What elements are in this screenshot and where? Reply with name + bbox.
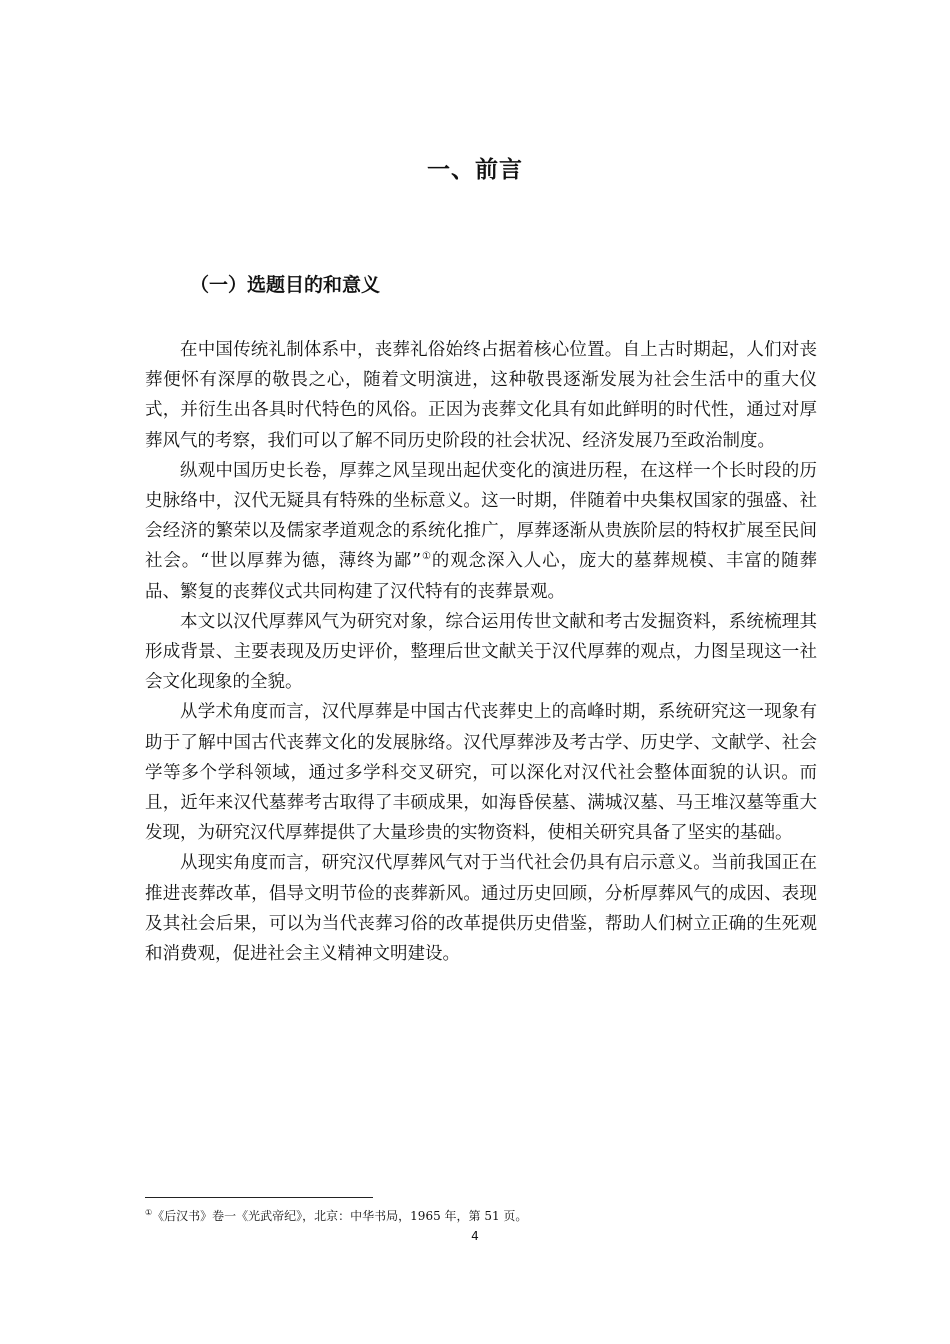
- footnote-separator: [145, 1197, 373, 1198]
- paragraph-5: 从现实角度而言，研究汉代厚葬风气对于当代社会仍具有启示意义。当前我国正在推进丧葬改革，倡导文明节俭的丧葬新风。通过历史回顾，分析厚葬风气的成因、表现及其社会后果，可以为当代丧葬习俗的改革提供历史借鉴，帮助人们树立正确的生死观和消费观，促进社会主义精神文明建设。: [145, 853, 817, 965]
- footnote-text: 《后汉书》卷一《光武帝纪》，北京：中华书局，1965 年，第 51 页。: [152, 1209, 528, 1223]
- paragraph-3: 本文以汉代厚葬风气为研究对象，综合运用传世文献和考古发掘资料，系统梳理其形成背景、主要表现及历史评价，整理后世文献关于汉代厚葬的观点，力图呈现这一社会文化现象的全貌。: [145, 611, 817, 693]
- footnote-reference[interactable]: ①: [421, 551, 432, 563]
- footnote: [145, 1207, 825, 1225]
- body-text: [145, 335, 817, 969]
- paragraph-2: [145, 456, 817, 607]
- paragraph-4: 从学术角度而言，汉代厚葬是中国古代丧葬史上的高峰时期，系统研究这一现象有助于了解中国古代丧葬文化的发展脉络。汉代厚葬涉及考古学、历史学、文献学、社会学等多个学科领域，通过多学科交叉研究，可以深化对汉代社会整体面貌的认识。而且，近年来汉代墓葬考古取得了丰硕成果，如海昏侯墓、满城汉墓、马王堆汉墓等重大发现，为研究汉代厚葬提供了大量珍贵的实物资料，使相关研究具备了坚实的基础。: [145, 702, 817, 844]
- paragraph-2-text-before: 纵观中国历史长卷，厚葬之风呈现出起伏变化的演进历程，在这样一个长时段的历史脉络中，汉代无疑具有特殊的坐标意义。这一时期，伴随着中央集权国家的强盛、社会经济的繁荣以及儒家孝道观念的系统化推广，厚葬逐渐从贵族阶层的特权扩展至民间社会。“世以厚葬为德，薄终为鄙”: [145, 460, 817, 572]
- paragraph-1: 在中国传统礼制体系中，丧葬礼俗始终占据着核心位置。自上古时期起，人们对丧葬便怀有深厚的敬畏之心，随着文明演进，这种敬畏逐渐发展为社会生活中的重大仪式，并衍生出各具时代特色的风俗。正因为丧葬文化具有如此鲜明的时代性，通过对厚葬风气的考察，我们可以了解不同历史阶段的社会状况、经济发展乃至政治制度。: [145, 340, 817, 451]
- page-number: 4: [471, 1229, 479, 1243]
- paragraph-2-text-after: 的观念深入人心，庞大的墓葬规模、丰富的随葬品、繁复的丧葬仪式共同构建了汉代特有的丧葬景观。: [145, 551, 817, 602]
- footnote-mark: ①: [145, 1208, 153, 1217]
- section-title: （一）选题目的和意义: [190, 274, 381, 296]
- chapter-title: 一、前言: [427, 157, 523, 183]
